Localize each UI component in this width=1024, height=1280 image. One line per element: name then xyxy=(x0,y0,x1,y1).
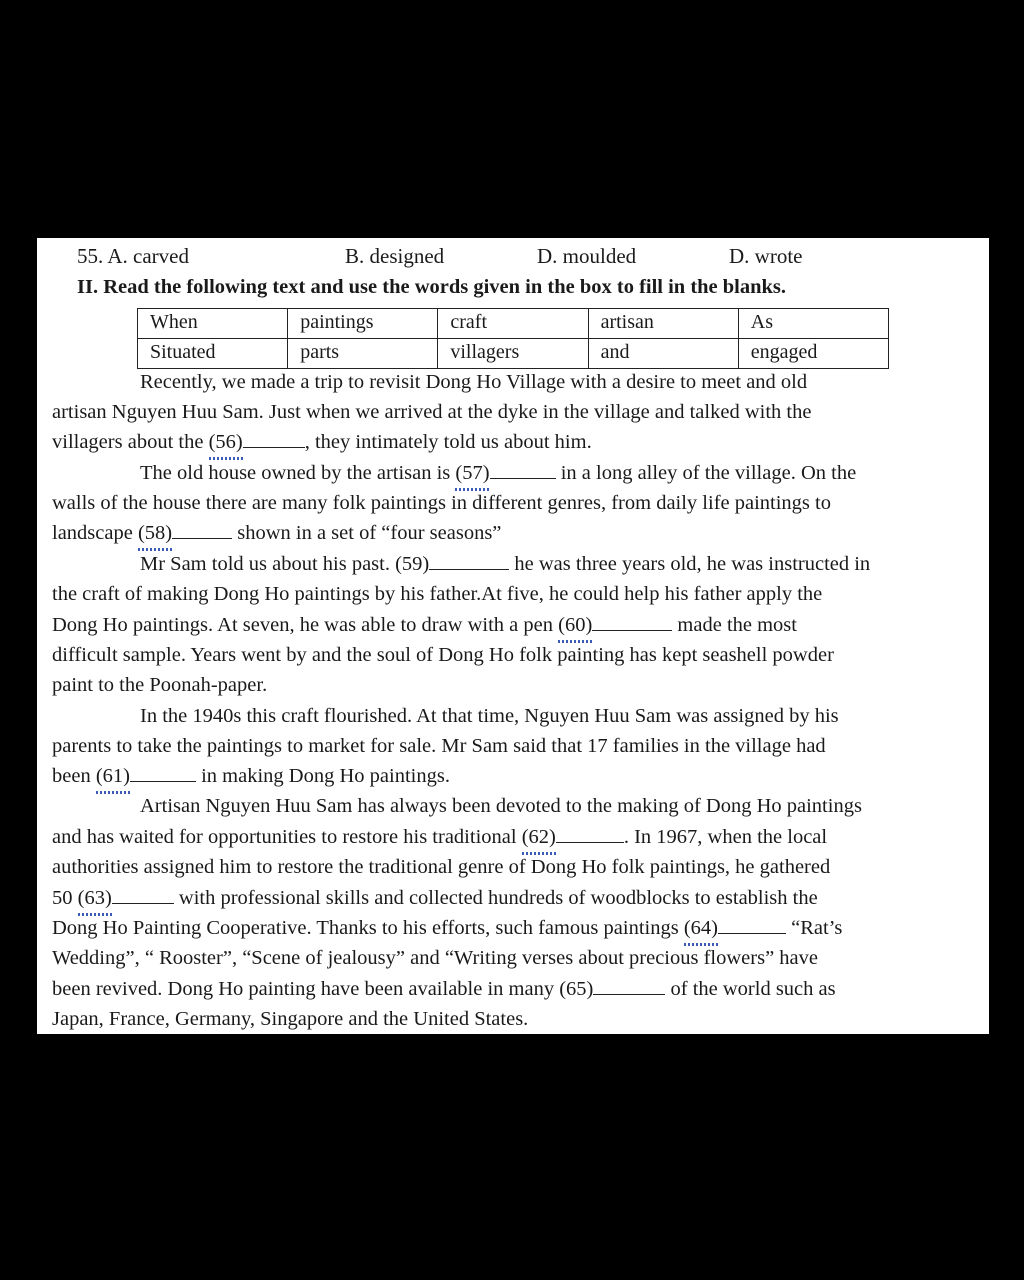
passage-line-with-blank: villagers about the (56) , they intimately told us about him. xyxy=(52,427,592,457)
passage-line: paint to the Poonah-paper. xyxy=(52,674,268,696)
blank-number-62: (62) xyxy=(522,822,556,852)
passage-line-with-blank: Mr Sam told us about his past. (59) he was three years old, he was instructed in xyxy=(140,553,871,575)
answer-blank-62[interactable] xyxy=(556,824,624,843)
passage-line: artisan Nguyen Huu Sam. Just when we arrived at the dyke in the village and talked with the xyxy=(52,401,812,423)
word-box-cell: parts xyxy=(288,339,438,369)
answer-blank-65[interactable] xyxy=(593,976,665,995)
worksheet-page xyxy=(37,238,989,1034)
word-box-cell: engaged xyxy=(738,339,888,369)
passage-line: authorities assigned him to restore the traditional genre of Dong Ho folk paintings, he gathered xyxy=(52,856,831,878)
question-55-number-and-option-a: 55. A. carved xyxy=(77,244,189,268)
passage-line: Japan, France, Germany, Singapore and the United States. xyxy=(52,1008,529,1030)
answer-blank-57[interactable] xyxy=(490,460,556,479)
blank-number-60: (60) xyxy=(558,610,592,640)
passage-line-with-blank: and has waited for opportunities to restore his traditional (62) . In 1967, when the local xyxy=(52,822,827,852)
passage-line: In the 1940s this craft flourished. At that time, Nguyen Huu Sam was assigned by his xyxy=(140,705,839,727)
question-55-option-d: D. wrote xyxy=(729,244,803,268)
answer-blank-58[interactable] xyxy=(172,520,232,539)
passage-line-with-blank: landscape (58) shown in a set of “four seasons” xyxy=(52,518,501,548)
passage-line: Artisan Nguyen Huu Sam has always been devoted to the making of Dong Ho paintings xyxy=(140,795,862,817)
question-55-option-b: B. designed xyxy=(345,244,445,268)
passage-line: the craft of making Dong Ho paintings by his father.At five, he could help his father apply the xyxy=(52,583,823,605)
answer-blank-64[interactable] xyxy=(718,915,786,934)
blank-number-58: (58) xyxy=(138,518,172,548)
word-box-cell: As xyxy=(738,309,888,339)
word-box-cell: When xyxy=(138,309,288,339)
passage-line: walls of the house there are many folk paintings in different genres, from daily life paintings to xyxy=(52,492,831,514)
blank-number-64: (64) xyxy=(684,913,718,943)
answer-blank-56[interactable] xyxy=(243,429,305,448)
word-box-cell: paintings xyxy=(288,309,438,339)
word-box-cell: Situated xyxy=(138,339,288,369)
blank-number-65: (65) xyxy=(559,978,594,1000)
word-box-cell: craft xyxy=(438,309,588,339)
word-box-row xyxy=(138,309,889,339)
blank-number-59: (59) xyxy=(395,553,430,575)
passage-line-with-blank: Dong Ho paintings. At seven, he was able to draw with a pen (60) made the most xyxy=(52,610,797,640)
word-box-cell: artisan xyxy=(588,309,738,339)
passage-line-with-blank: been revived. Dong Ho painting have been available in many (65) of the world such as xyxy=(52,978,836,1000)
passage-line: parents to take the paintings to market for sale. Mr Sam said that 17 families in the village had xyxy=(52,735,826,757)
blank-number-57: (57) xyxy=(455,458,489,488)
answer-blank-63[interactable] xyxy=(112,885,174,904)
word-box xyxy=(137,308,889,369)
answer-blank-59[interactable] xyxy=(429,551,509,570)
passage-line-with-blank: The old house owned by the artisan is (57) in a long alley of the village. On the xyxy=(140,458,856,488)
blank-number-56: (56) xyxy=(209,427,243,457)
passage-line: Wedding”, “ Rooster”, “Scene of jealousy” and “Writing verses about precious flowers” have xyxy=(52,947,818,969)
word-box-row xyxy=(138,339,889,369)
question-55-option-c: D. moulded xyxy=(537,244,637,268)
word-box-cell: and xyxy=(588,339,738,369)
answer-blank-61[interactable] xyxy=(130,763,196,782)
answer-blank-60[interactable] xyxy=(592,612,672,631)
passage-line-with-blank: 50 (63) with professional skills and collected hundreds of woodblocks to establish the xyxy=(52,883,818,913)
passage-line: Recently, we made a trip to revisit Dong Ho Village with a desire to meet and old xyxy=(140,371,808,393)
passage-line-with-blank: been (61) in making Dong Ho paintings. xyxy=(52,761,450,791)
section-heading: II. Read the following text and use the words given in the box to fill in the blanks. xyxy=(77,276,787,298)
blank-number-61: (61) xyxy=(96,761,130,791)
passage-line-with-blank: Dong Ho Painting Cooperative. Thanks to his efforts, such famous paintings (64) “Rat’s xyxy=(52,913,842,943)
passage-line: difficult sample. Years went by and the soul of Dong Ho folk painting has kept seashell powder xyxy=(52,644,834,666)
word-box-cell: villagers xyxy=(438,339,588,369)
blank-number-63: (63) xyxy=(78,883,112,913)
